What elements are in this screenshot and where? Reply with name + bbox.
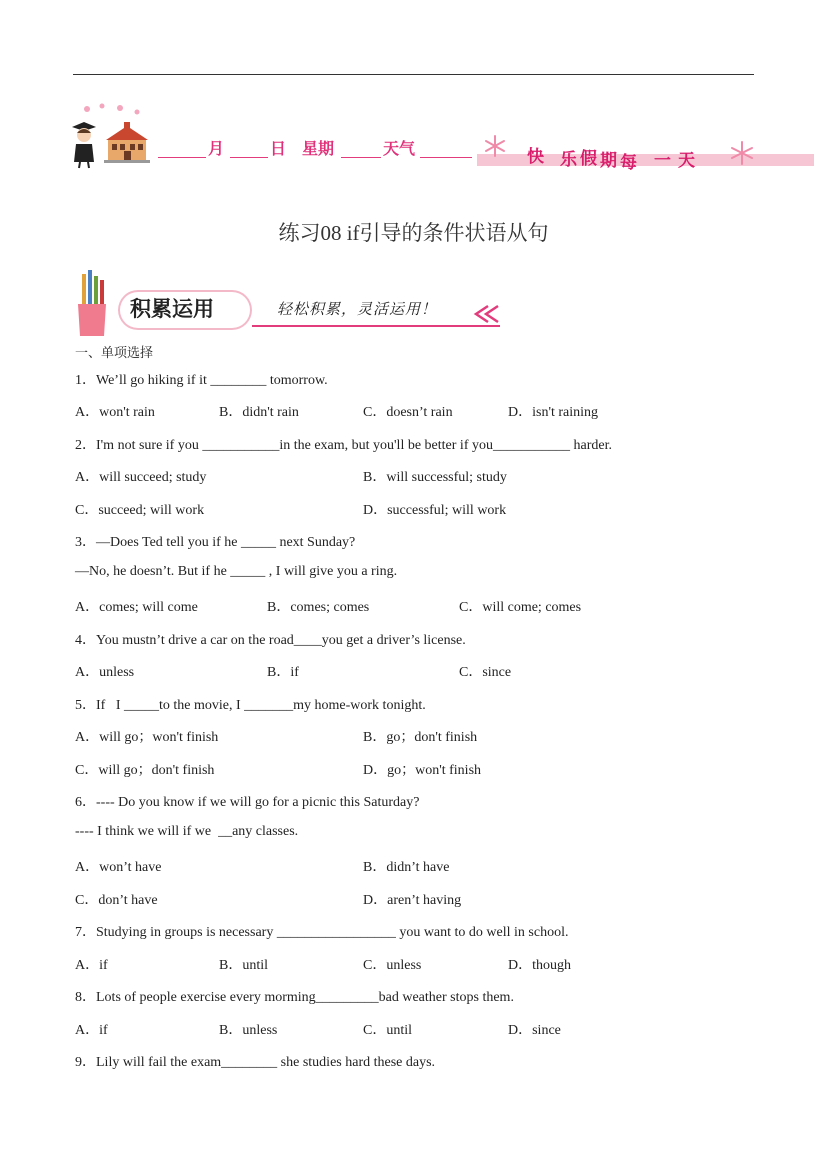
- slogan-char: 天: [678, 151, 695, 171]
- slogan-char: 乐: [560, 150, 577, 170]
- option-c[interactable]: C．since: [459, 665, 512, 680]
- weekday-label: 星期: [302, 139, 335, 158]
- option-b[interactable]: B．didn't rain: [219, 405, 299, 420]
- option-d[interactable]: D．successful; will work: [363, 503, 507, 518]
- question-stem: 9．Lily will fail the exam________ she studies hard these days.: [75, 1055, 436, 1070]
- option-a[interactable]: A．if: [75, 958, 108, 973]
- option-b[interactable]: B．unless: [219, 1023, 278, 1038]
- weather-blank[interactable]: [420, 157, 472, 158]
- question-stem: 7．Studying in groups is necessary _________________ you want to do well in school.: [75, 925, 569, 940]
- option-c[interactable]: C．succeed; will work: [75, 503, 205, 518]
- slogan-char: 一: [654, 151, 671, 171]
- option-a[interactable]: A．won't rain: [75, 405, 155, 420]
- weekday-blank[interactable]: [341, 157, 381, 158]
- question-stem: ---- I think we will if we __any classes.: [75, 824, 299, 839]
- option-c[interactable]: C．until: [363, 1023, 413, 1038]
- question-stem: 6．---- Do you know if we will go for a picnic this Saturday?: [75, 795, 420, 810]
- option-a[interactable]: A．won’t have: [75, 860, 162, 875]
- section-badge-text: 积累运用: [130, 297, 214, 321]
- double-arrow-icon: [468, 302, 502, 326]
- page-title: 练习08 if引导的条件状语从句: [278, 221, 549, 245]
- question-stem: —No, he doesn’t. But if he _____ , I will give you a ring.: [75, 564, 398, 579]
- option-a[interactable]: A．comes; will come: [75, 600, 198, 615]
- option-d[interactable]: D．aren’t having: [363, 893, 462, 908]
- snowflake-icon: [729, 140, 755, 166]
- option-b[interactable]: B．didn’t have: [363, 860, 450, 875]
- option-c[interactable]: C．doesn’t rain: [363, 405, 453, 420]
- option-b[interactable]: B．will successful; study: [363, 470, 507, 485]
- option-a[interactable]: A．will go；won't finish: [75, 730, 219, 745]
- weather-label: 天气: [383, 139, 416, 158]
- option-c[interactable]: C．will come; comes: [459, 600, 582, 615]
- section-header: [72, 270, 512, 340]
- slogan-char: 每: [620, 153, 637, 173]
- part-heading: 一、单项选择: [75, 345, 154, 360]
- option-b[interactable]: B．go；don't finish: [363, 730, 478, 745]
- day-blank[interactable]: [230, 157, 268, 158]
- option-c[interactable]: C．unless: [363, 958, 422, 973]
- question-stem: 8．Lots of people exercise every morming_________bad weather stops them.: [75, 990, 514, 1005]
- option-c[interactable]: C．don’t have: [75, 893, 158, 908]
- option-d[interactable]: D．go；won't finish: [363, 763, 482, 778]
- option-c[interactable]: C．will go；don't finish: [75, 763, 215, 778]
- option-d[interactable]: D．since: [508, 1023, 561, 1038]
- option-d[interactable]: D．though: [508, 958, 571, 973]
- question-stem: 2．I'm not sure if you ___________in the exam, but you'll be better if you___________ harder.: [75, 438, 612, 453]
- pencil-cup-icon: [74, 270, 110, 338]
- slogan-char: 快: [527, 147, 544, 167]
- question-stem: 3．—Does Ted tell you if he _____ next Sunday?: [75, 535, 356, 550]
- date-banner: [70, 100, 814, 172]
- option-d[interactable]: D．isn't raining: [508, 405, 599, 420]
- question-stem: 4．You mustn’t drive a car on the road____you get a driver’s license.: [75, 633, 466, 648]
- section-subtitle: 轻松积累，灵活运用！: [277, 300, 438, 318]
- question-stem: 5．If I _____to the movie, I _______my home-work tonight.: [75, 698, 426, 713]
- snowflake-icon: [483, 134, 507, 158]
- option-a[interactable]: A．will succeed; study: [75, 470, 207, 485]
- section-underline: [252, 325, 500, 327]
- month-blank[interactable]: [158, 157, 206, 158]
- header-rule: [73, 74, 754, 75]
- slogan-char: 期: [600, 151, 617, 171]
- option-b[interactable]: B．until: [219, 958, 269, 973]
- slogan-char: 假: [580, 149, 597, 169]
- day-label: 日: [270, 139, 287, 158]
- graduate-school-illustration: [70, 100, 160, 172]
- option-a[interactable]: A．unless: [75, 665, 135, 680]
- month-label: 月: [208, 139, 225, 158]
- option-b[interactable]: B．comes; comes: [267, 600, 370, 615]
- question-stem: 1．We’ll go hiking if it ________ tomorrow.: [75, 373, 328, 388]
- option-b[interactable]: B．if: [267, 665, 299, 680]
- option-a[interactable]: A．if: [75, 1023, 108, 1038]
